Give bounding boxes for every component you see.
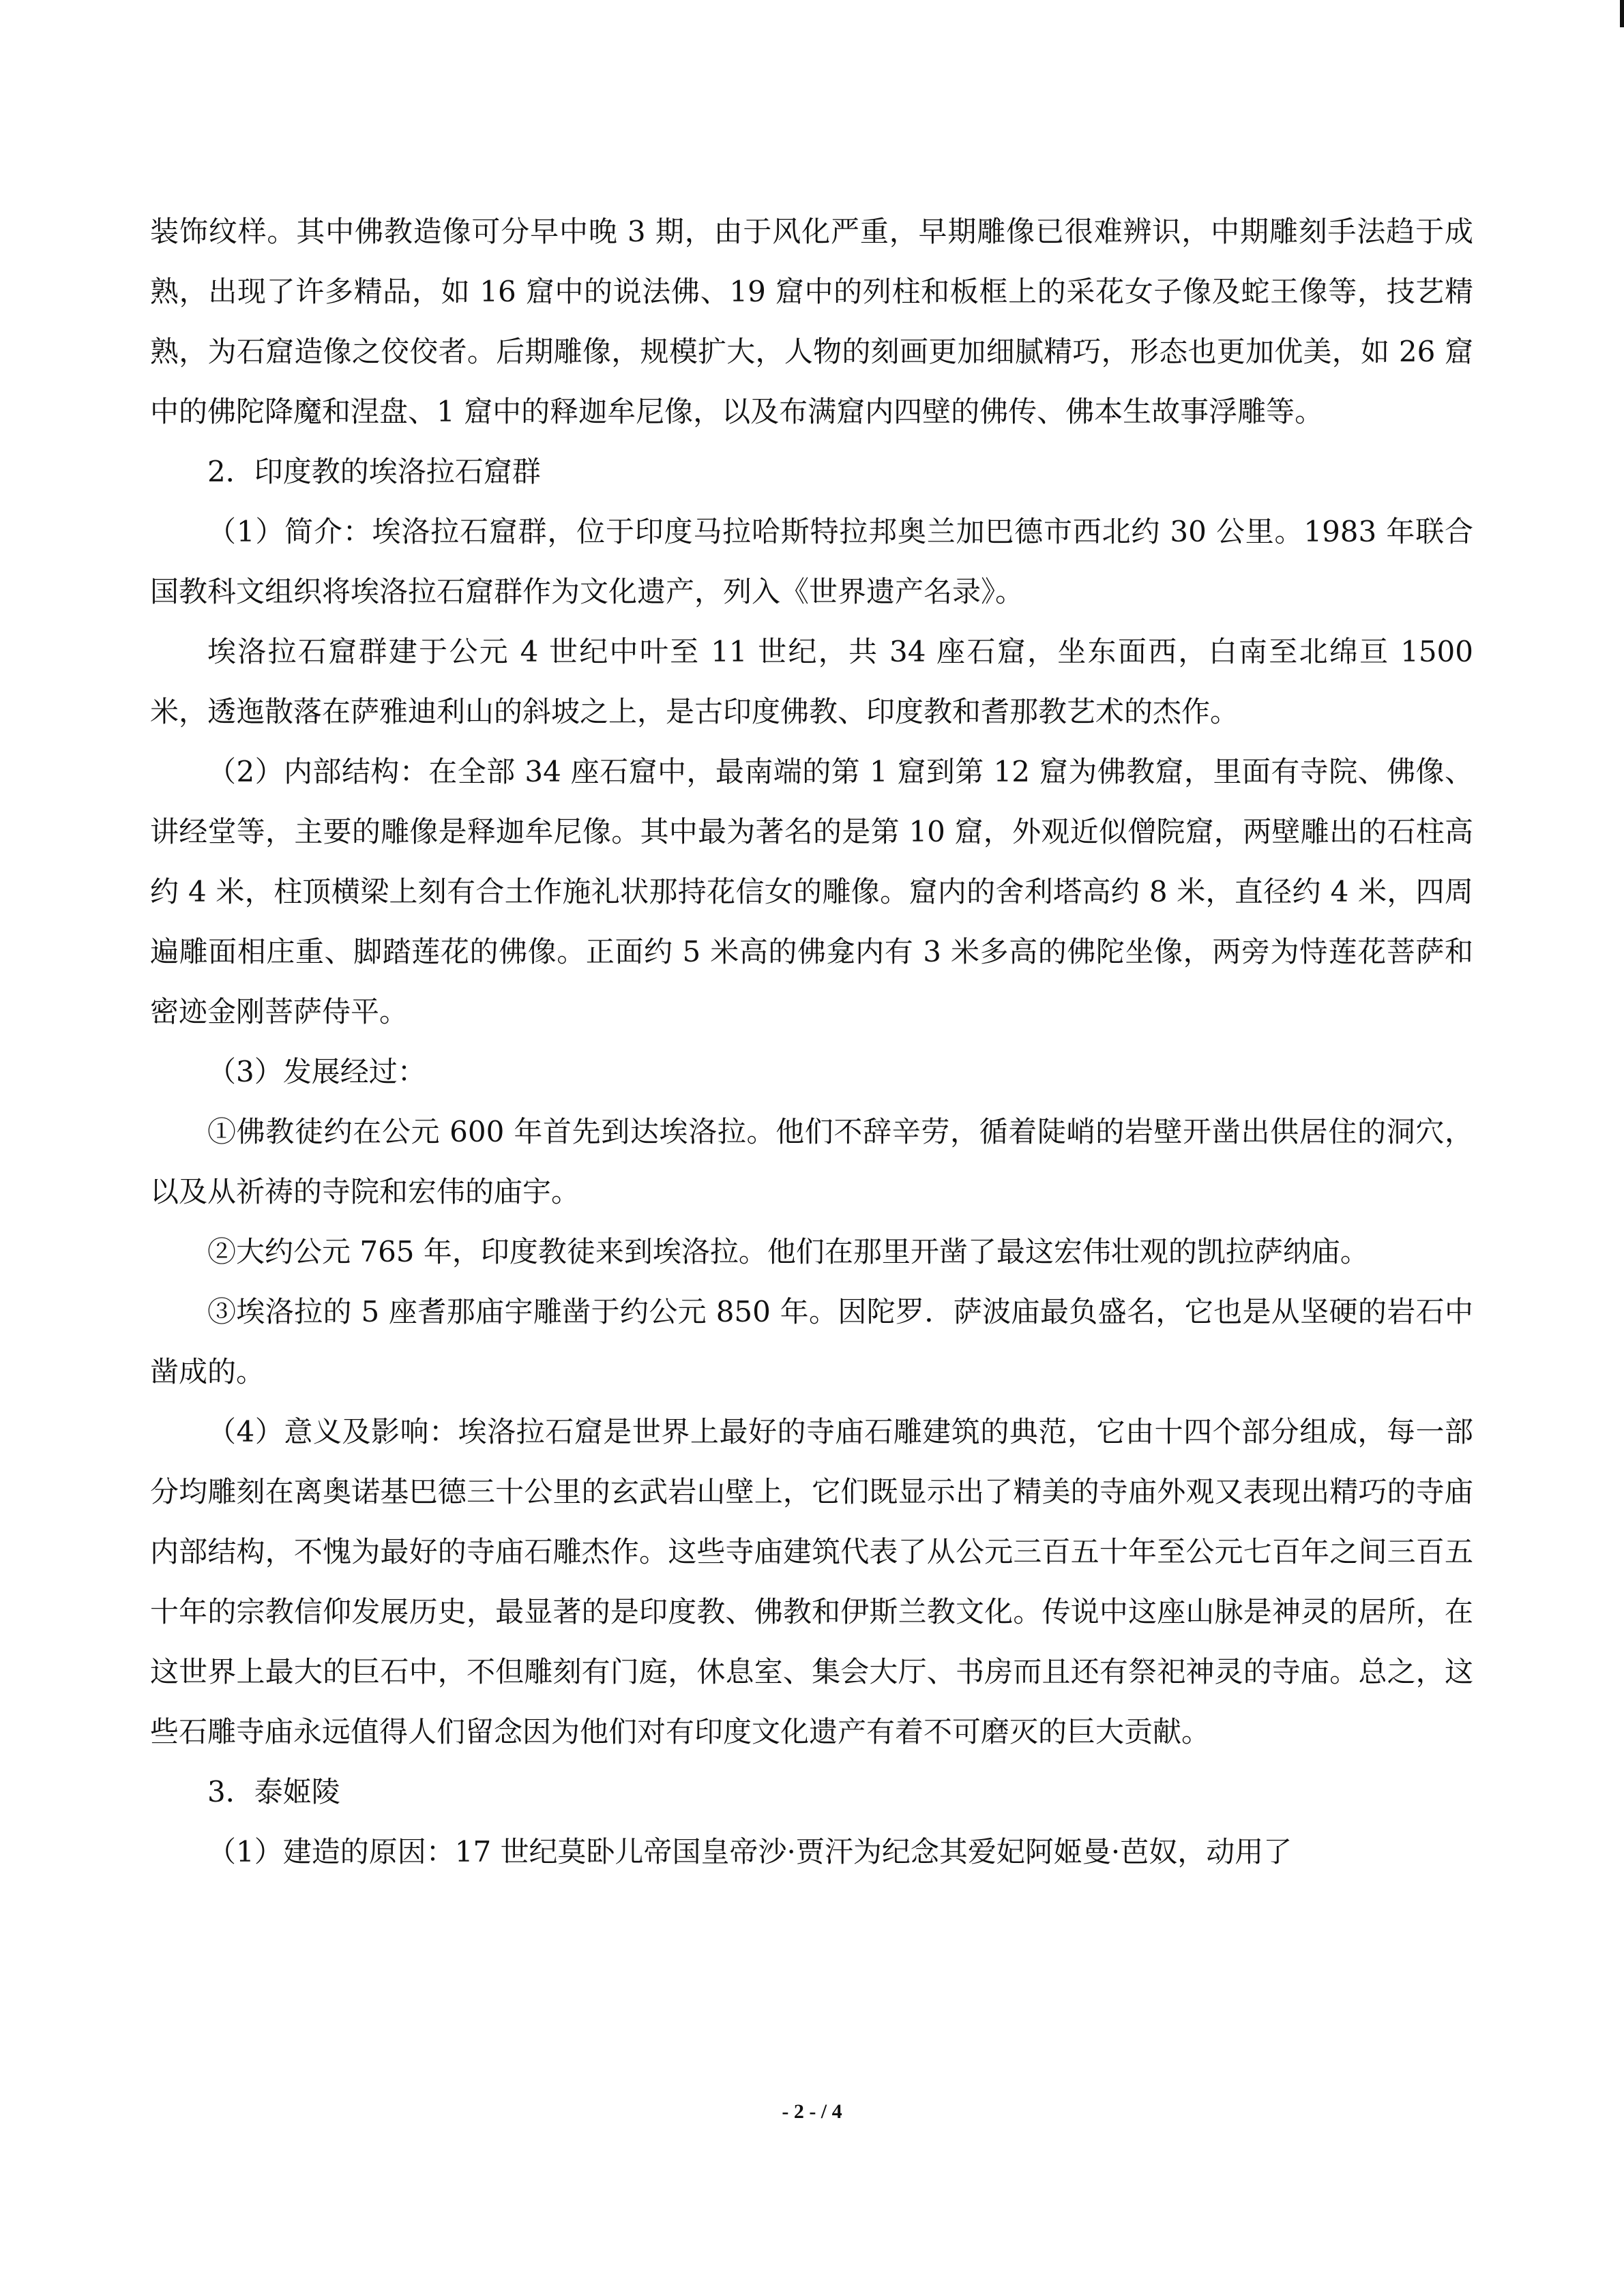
heading-ellora-caves: 2．印度教的埃洛拉石窟群 [207,455,541,488]
heading-taj-mahal: 3．泰姬陵 [207,1775,340,1808]
paragraph-carving-periods: 装饰纹样。其中佛教造像可分早中晚 3 期，由于风化严重，早期雕像已很难辨识，中期雕刻手法趋于成熟，出现了许多精品，如 16 窟中的说法佛、19 窟中的列柱和板框上的采花女子像及蛇王像等，技艺精熟，为石窟造像之佼佼者。后期雕像，规模扩大，人物的刻画更加细腻精巧，形态也更加优美，如 26 窟中的佛陀降魔和涅盘、1 窟中的释迦牟尼像，以及布满窟内四壁的佛传、佛本生故事浮雕等。 [150,215,1473,428]
paragraph-taj-reason: （1）建造的原因：17 世纪莫卧儿帝国皇帝沙·贾汗为纪念其爱妃阿姬曼·芭奴，动用了 [207,1835,1293,1868]
paragraph-development-3: ③埃洛拉的 5 座耆那庙宇雕凿于约公元 850 年。因陀罗．萨波庙最负盛名，它也是从坚硬的岩石中凿成的。 [150,1295,1473,1388]
paragraph-significance: （4）意义及影响：埃洛拉石窟是世界上最好的寺庙石雕建筑的典范，它由十四个部分组成，每一部分均雕刻在离奥诺基巴德三十公里的玄武岩山壁上，它们既显示出了精美的寺庙外观又表现出精巧的寺庙内部结构，不愧为最好的寺庙石雕杰作。这些寺庙建筑代表了从公元三百五十年至公元七百年之间三百五十年的宗教信仰发展历史，最显著的是印度教、佛教和伊斯兰教文化。传说中这座山脉是神灵的居所，在这世界上最大的巨石中，不但雕刻有门庭，休息室、集会大厅、书房而且还有祭祀神灵的寺庙。总之，这些石雕寺庙永远值得人们留念因为他们对有印度文化遗产有着不可磨灭的巨大贡献。 [150,1415,1473,1748]
paragraph-ellora-intro: （1）简介：埃洛拉石窟群，位于印度马拉哈斯特拉邦奥兰加巴德市西北约 30 公里。1983 年联合国教科文组织将埃洛拉石窟群作为文化遗产，列入《世界遗产名录》。 [150,515,1473,608]
paragraph-development-1: ①佛教徒约在公元 600 年首先到达埃洛拉。他们不辞辛劳，循着陡峭的岩壁开凿出供居住的洞穴，以及从祈祷的寺院和宏伟的庙宇。 [150,1115,1473,1208]
body-text [150,202,1473,1882]
heading-development: （3）发展经过： [207,1055,426,1088]
page-number: - 2 - / 4 [782,2100,842,2123]
paragraph-ellora-structure: （2）内部结构：在全部 34 座石窟中，最南端的第 1 窟到第 12 窟为佛教窟，里面有寺院、佛像、讲经堂等，主要的雕像是释迦牟尼像。其中最为著名的是第 10 窟，外观近似僧院窟，两壁雕出的石柱高约 4 米，柱顶横梁上刻有合土作施礼状那持花信女的雕像。窟内的舍利塔高约 8 米，直径约 4 米，四周遍雕面相庄重、脚踏莲花的佛像。正面约 5 米高的佛龛内有 3 米多高的佛陀坐像，两旁为恃莲花菩萨和密迹金刚菩萨侍平。 [150,755,1473,1028]
paragraph-development-2: ②大约公元 765 年，印度教徒来到埃洛拉。他们在那里开凿了最这宏伟壮观的凯拉萨纳庙。 [207,1235,1369,1268]
paragraph-ellora-history: 埃洛拉石窟群建于公元 4 世纪中叶至 11 世纪，共 34 座石窟，坐东面西，白南至北绵亘 1500 米，透迤散落在萨雅迪利山的斜坡之上，是古印度佛教、印度教和耆那教艺术的杰作。 [150,635,1473,728]
page-edge-mark [1620,0,1624,27]
